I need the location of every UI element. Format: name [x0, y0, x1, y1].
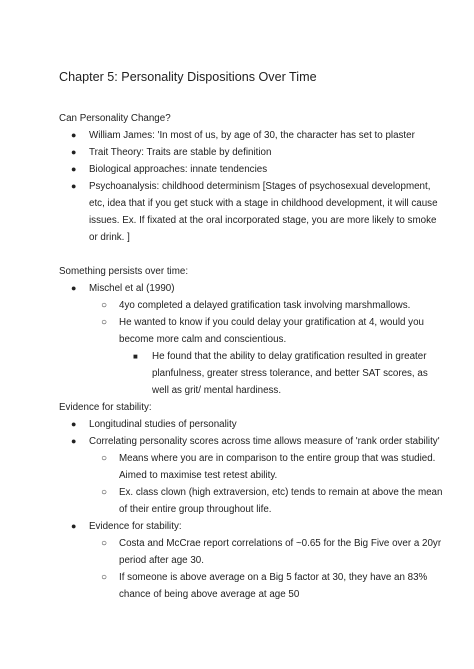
list-item: ○ If someone is above average on a Big 5 factor at 30, they have an 83% chance of being above average at age 50: [59, 569, 444, 603]
list-item: ○ Ex. class clown (high extraversion, etc) tends to remain at above the mean of their entire group throughout life.: [59, 484, 444, 518]
bullet-icon: ●: [71, 181, 77, 191]
bullet-icon: ●: [71, 147, 77, 157]
bullet-icon: ●: [71, 130, 77, 140]
list-item: ● William James: 'In most of us, by age of 30, the character has set to plaster: [59, 127, 444, 144]
list-item: ■ He found that the ability to delay gratification resulted in greater planfulness, greater stress tolerance, and better SAT scores, as well as grit/ mental hardiness.: [59, 348, 444, 399]
bullet-list: [59, 280, 444, 399]
circle-bullet-icon: ○: [101, 487, 108, 498]
list-item: ● Longitudinal studies of personality: [59, 416, 444, 433]
bullet-icon: ●: [71, 521, 77, 531]
circle-bullet-icon: ○: [101, 538, 108, 549]
list-item: ○ Means where you are in comparison to the entire group that was studied. Aimed to maximise test retest ability.: [59, 450, 444, 484]
bullet-list: [59, 416, 444, 603]
document-body: [59, 110, 444, 603]
list-item: ○ 4yo completed a delayed gratification task involving marshmallows.: [59, 297, 444, 314]
square-bullet-icon: ■: [133, 352, 138, 361]
circle-bullet-icon: ○: [101, 317, 108, 328]
section-heading: Evidence for stability:: [59, 402, 152, 413]
list-item: ○ Costa and McCrae report correlations of ~0.65 for the Big Five over a 20yr period after age 30.: [59, 535, 444, 569]
list-item: ● Evidence for stability:: [59, 518, 444, 535]
list-item: ● Biological approaches: innate tendencies: [59, 161, 444, 178]
list-item: ● Trait Theory: Traits are stable by definition: [59, 144, 444, 161]
list-item: ○ He wanted to know if you could delay your gratification at 4, would you become more calm and conscientious.: [59, 314, 444, 348]
bullet-icon: ●: [71, 436, 77, 446]
section-heading: Something persists over time:: [59, 266, 189, 277]
list-item: ● Psychoanalysis: childhood determinism [Stages of psychosexual development, etc, idea that if you get stuck with a stage in childhood development, it will cause issues. Ex. If fixated at the oral incorporated stage, you are more likely to smoke or drink. ]: [59, 178, 444, 246]
bullet-icon: ●: [71, 283, 77, 293]
bullet-icon: ●: [71, 419, 77, 429]
list-item: ● Correlating personality scores across time allows measure of 'rank order stability': [59, 433, 444, 450]
bullet-icon: ●: [71, 164, 77, 174]
section-heading: Can Personality Change?: [59, 113, 171, 124]
circle-bullet-icon: ○: [101, 300, 108, 311]
list-item: ● Mischel et al (1990): [59, 280, 444, 297]
bullet-list: [59, 127, 444, 246]
circle-bullet-icon: ○: [101, 572, 108, 583]
circle-bullet-icon: ○: [101, 453, 108, 464]
page-title: Chapter 5: Personality Dispositions Over Time: [59, 70, 317, 84]
